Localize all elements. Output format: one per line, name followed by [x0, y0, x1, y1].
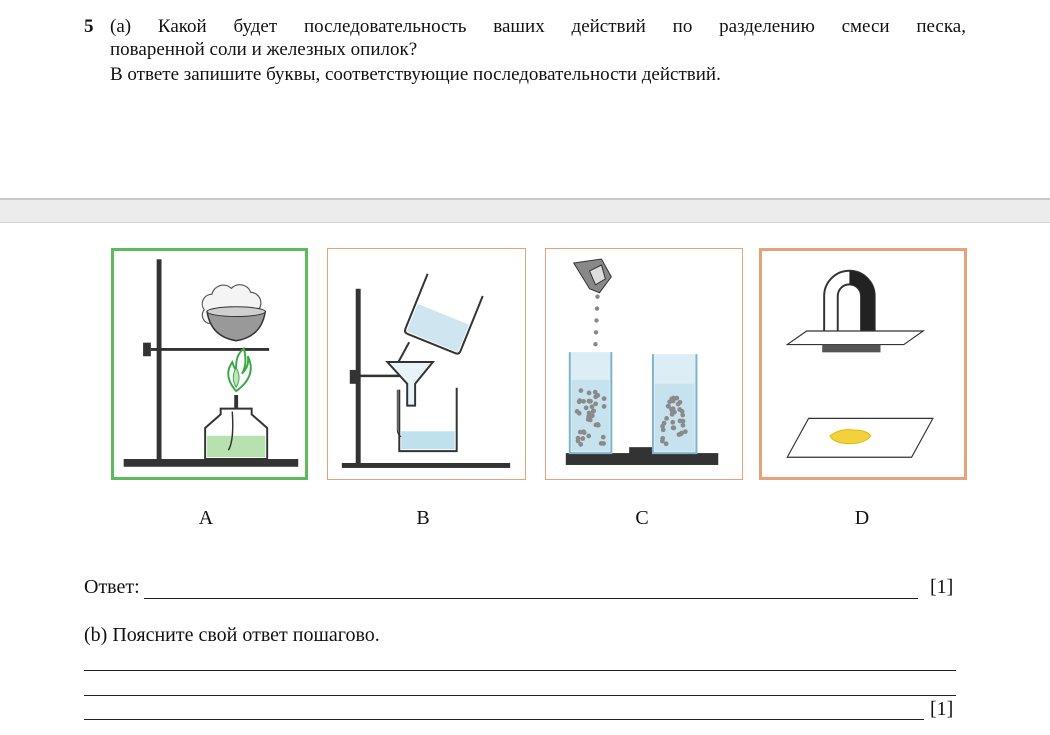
filtration-illustration	[328, 249, 525, 479]
magnet-illustration	[762, 251, 964, 477]
dissolving-illustration	[546, 249, 742, 479]
evaporation-illustration	[114, 251, 305, 477]
figure-b-filtration	[327, 248, 526, 480]
question-text-line-1: (a) Какой будет последовательность ваших действий по разделению смеси песка,	[110, 16, 966, 37]
figure-a-evaporation	[111, 248, 308, 480]
explanation-line-1[interactable]	[84, 670, 956, 671]
page-separator	[0, 198, 1050, 223]
figure-c-dissolving	[545, 248, 743, 480]
question-number: 5	[84, 16, 94, 37]
answer-mark: [1]	[930, 576, 954, 598]
figure-label-a: A	[198, 507, 214, 529]
part-b-mark: [1]	[930, 698, 954, 720]
answer-input-line[interactable]	[144, 598, 918, 599]
explanation-line-2[interactable]	[84, 695, 956, 696]
explanation-line-3[interactable]	[84, 719, 924, 720]
figure-label-d: D	[854, 507, 870, 529]
answer-label: Ответ:	[84, 576, 140, 598]
figure-label-b: B	[416, 507, 430, 529]
figure-label-c: C	[635, 507, 649, 529]
figure-d-magnet	[759, 248, 967, 480]
part-b-prompt: (b) Поясните свой ответ пошагово.	[84, 624, 380, 646]
question-instruction: В ответе запишите буквы, соответствующие последовательности действий.	[110, 64, 721, 85]
question-text-line-2: поваренной соли и железных опилок?	[110, 39, 418, 60]
